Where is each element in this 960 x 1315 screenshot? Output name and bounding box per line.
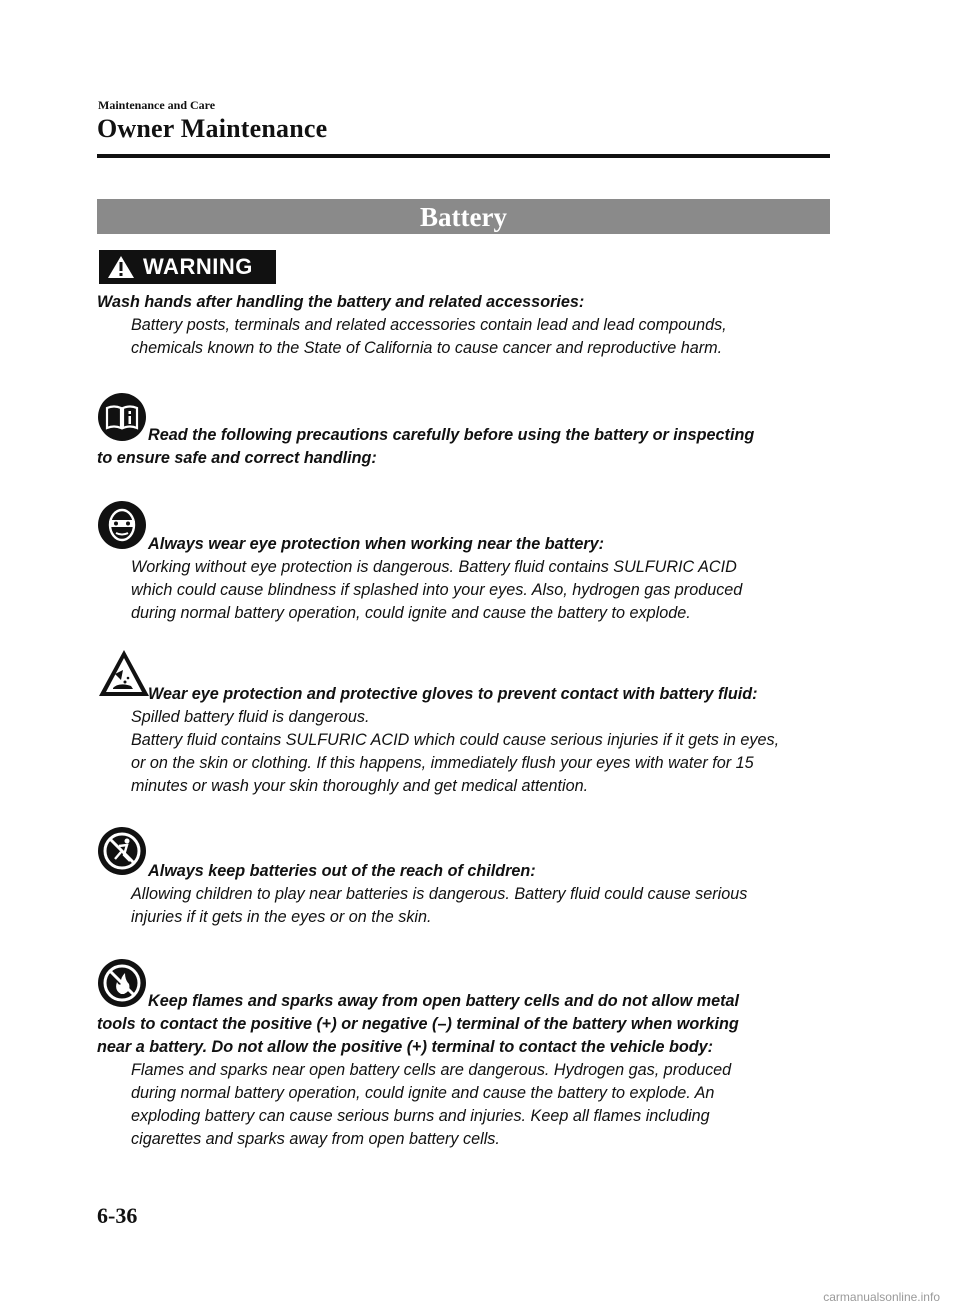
children-line: injuries if it gets in the eyes or on the skin. — [131, 908, 432, 926]
corrosive-icon — [97, 648, 151, 698]
eye-line: Working without eye protection is dangerous. Battery fluid contains SULFURIC ACID — [131, 558, 737, 576]
eye-heading: Always wear eye protection when working near the battery: — [148, 535, 605, 553]
warning-triangle-icon — [99, 250, 143, 284]
flames-heading-line — [97, 1036, 713, 1059]
chapter-label: Maintenance and Care — [98, 98, 216, 112]
fluid-heading: Wear eye protection and protective gloves to prevent contact with battery fluid: — [148, 685, 758, 703]
flames-heading-line — [97, 1013, 739, 1036]
fluid-line: Battery fluid contains SULFURIC ACID which could cause serious injuries if it gets in eyes, — [131, 731, 780, 749]
page-title: Battery — [97, 199, 830, 234]
warning-label: WARNING — [143, 254, 253, 279]
page-number: 6-36 — [97, 1203, 138, 1228]
flames-heading-text: ) terminal of the battery when working — [446, 1015, 739, 1033]
warning1-heading: Wash hands after handling the battery and related accessories: — [97, 293, 585, 311]
flames-line: exploding battery can cause serious burns and injuries. Keep all flames including — [131, 1107, 710, 1125]
flames-line: during normal battery operation, could ignite and cause the battery to explode. An — [131, 1084, 715, 1102]
precautions-line: to ensure safe and correct handling: — [97, 449, 377, 467]
warning1-line: chemicals known to the State of California to cause cancer and reproductive harm. — [131, 339, 723, 357]
keep-away-children-icon — [97, 826, 149, 876]
warning-badge — [99, 250, 276, 284]
plus-symbol: + — [321, 1015, 332, 1033]
fluid-line: or on the skin or clothing. If this happens, immediately flush your eyes with water for 15 — [131, 754, 754, 772]
children-heading: Always keep batteries out of the reach of children: — [148, 862, 536, 880]
warning1-line: Battery posts, terminals and related accessories contain lead and lead compounds, — [131, 316, 727, 334]
eye-line: during normal battery operation, could ignite and cause the battery to explode. — [131, 604, 691, 622]
flames-heading-text: near a battery. Do not allow the positive ( — [97, 1038, 413, 1056]
flames-line: cigarettes and sparks away from open battery cells. — [131, 1130, 500, 1148]
watermark: carmanualsonline.info — [823, 1290, 940, 1304]
flames-heading-text: tools to contact the positive ( — [97, 1015, 322, 1033]
manual-book-icon — [97, 392, 149, 442]
fluid-line: Spilled battery fluid is dangerous. — [131, 708, 370, 726]
header-rule — [97, 154, 830, 158]
eye-protection-icon — [97, 500, 149, 550]
flames-heading-line: Keep flames and sparks away from open battery cells and do not allow metal — [148, 992, 740, 1010]
plus-symbol: + — [412, 1038, 422, 1056]
flames-heading-text: ) terminal to contact the vehicle body: — [421, 1038, 714, 1056]
precautions-line: Read the following precautions carefully before using the battery or inspecting — [148, 426, 755, 444]
fluid-line: minutes or wash your skin thoroughly and get medical attention. — [131, 777, 589, 795]
flames-line: Flames and sparks near open battery cells are dangerous. Hydrogen gas, produced — [131, 1061, 732, 1079]
minus-symbol: – — [437, 1015, 447, 1033]
no-flames-icon — [97, 958, 149, 1008]
eye-line: which could cause blindness if splashed into your eyes. Also, hydrogen gas produced — [131, 581, 743, 599]
section-title: Owner Maintenance — [97, 114, 328, 143]
flames-heading-text: ) or negative ( — [331, 1015, 438, 1033]
children-line: Allowing children to play near batteries is dangerous. Battery fluid could cause serious — [131, 885, 748, 903]
